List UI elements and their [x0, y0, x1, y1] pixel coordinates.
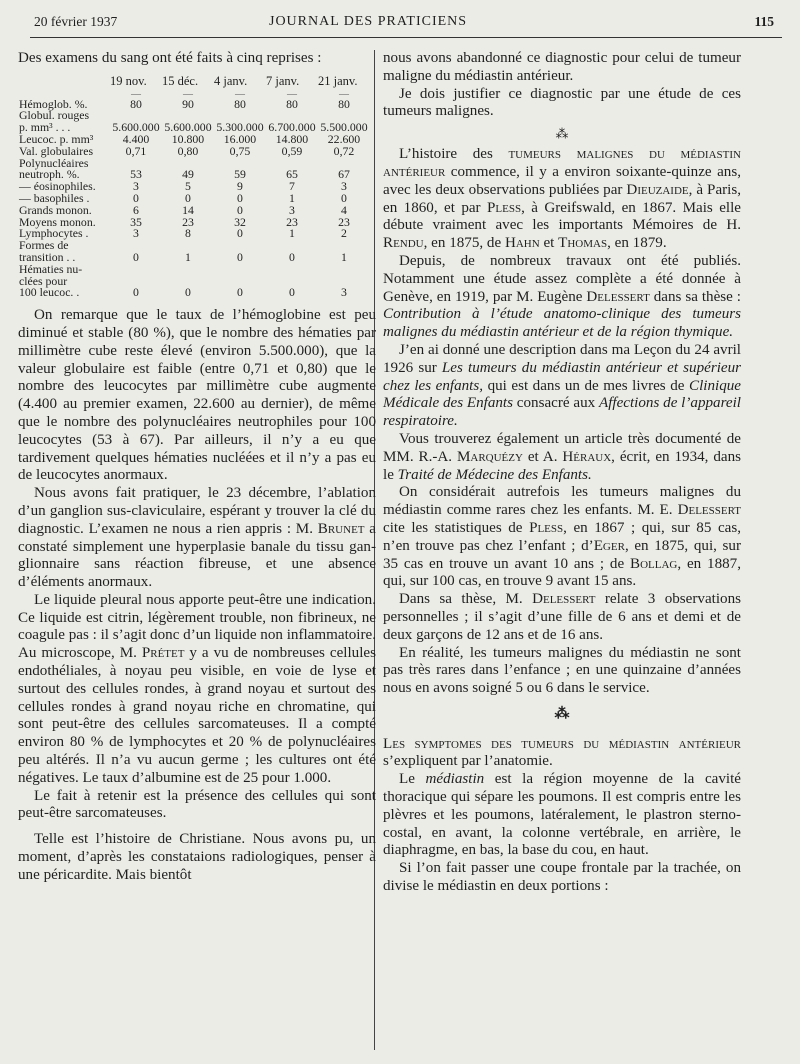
blood-row-label: Moyens monon. [19, 214, 96, 229]
section-stars: ⁂ [555, 126, 569, 142]
blood-row-label: Val. globulaires [19, 143, 94, 158]
blood-row-label: Globul. rouges [19, 108, 90, 123]
blood-value: 80 [234, 96, 246, 111]
blood-value: 0 [133, 285, 139, 300]
blood-value: 0 [185, 190, 191, 205]
blood-intro: Des examens du sang ont été faits à cinq reprises : [18, 50, 322, 66]
paragraph-pleural: Le liquide pleural nous apporte peut-être une indication. Ce liquide est citrin, légèrement trouble, non fibrineux, ne coagule pas : il s’agit donc d’un liquide non inflammatoire. Au microscope, M. Prétet y a vu de nombreuses cellules endothéliales, à noyau peu visible, en voie de lyse et surtout des cellules rondes, à grand noyau et surtout des cellules rondes à grand noyau riche en chromatine, qui sont peut-être des cellules sarcomateuses. Il a compté environ 80 % de lymphocytes et 20 % de polynucléaires peu altérés. Il n’a vu aucun germe ; les cultures ont été négatives. Le taux d’albumine est de 25 pour 1.000. [18, 591, 376, 786]
blood-value: 0 [133, 190, 139, 205]
blood-value: 0 [237, 190, 243, 205]
blood-date-header: 4 janv. [214, 73, 248, 88]
blood-value: 32 [234, 214, 246, 229]
blood-row-label: Grands monon. [19, 202, 92, 217]
running-header [34, 12, 774, 34]
blood-row-label: clées pour [19, 273, 68, 288]
blood-value: 1 [341, 249, 347, 264]
blood-value: 10.800 [171, 131, 205, 146]
blood-row [18, 228, 370, 240]
blood-value: 0,75 [229, 143, 251, 158]
paragraph-ganglion: Nous avons fait pratiquer, le 23 décembre, l’ablation d’un ganglion sus-claviculaire, espérant y trouver la clé du diagnostic. L’examen ne nous a rien appris : M. Brunet a constaté simplement une hyperplasie banale du tissu ganglionnaire sans réaction fibreuse, et une absence d’éléments anormaux. [18, 485, 376, 591]
blood-value: 0 [237, 202, 243, 217]
blood-value: 6.700.000 [268, 120, 316, 135]
blood-value: 14 [182, 202, 194, 217]
paragraph-article: Vous trouverez également un article très documenté de MM. R.-A. Marquézy et A. Héraux, écrit, en 1934, dans le Traité de Médecine des Enfants. [383, 430, 741, 483]
blood-row-label: Polynucléaires [19, 155, 89, 170]
paragraph-justify: Je dois justifier ce diagnostic par une étude de ces tumeurs malignes. [383, 85, 741, 120]
blood-row-label: Hémoglob. %. [19, 96, 88, 111]
blood-row [18, 287, 370, 299]
blood-value [110, 264, 162, 276]
blood-value: 3 [133, 179, 139, 194]
blood-value [318, 264, 370, 276]
paragraph-history: L’histoire des tumeurs malignes du médiastin antérieur commence, il y a environ soixante-quinze ans, avec les deux observations publiées par Dieuzaide, à Paris, en 1860, et par Pless, à Greifswald, en 1867. Mais elle débute vraiment avec les importants Mémoires de H. Rendu, en 1875, de Hahn et Thomas, en 1879. [383, 146, 742, 252]
blood-value: 0,80 [177, 143, 199, 158]
paragraph-hemoglobin: On remarque que le taux de l’hémoglobine est peu diminué et stable (80 %), que le nombre des hématies par millimètre cube reste élevé (environ 5.500.000), que la valeur globulaire est faible (entre 0,71 et 0,80) que le nombre des leucocytes par millimètre cube augmente (4.400 au premier examen, 22.600 au dernier), de même que le nombre des polynucléaires neutrophiles pour 100 leucocytes (53 à 67). Par ailleurs, il n’y a eu que tardivement quelques hématies nucléées et il n’y a pas eu de leucocytes anormaux. [18, 307, 376, 484]
paragraph-retain: Le fait à retenir est la présence des cellules qui sont peut-être sarcomateuses. [18, 787, 376, 822]
blood-value: 0 [133, 249, 139, 264]
blood-date-header: 19 nov. [110, 73, 147, 88]
blood-value: 3 [133, 226, 139, 241]
blood-value: 1 [289, 190, 295, 205]
paragraph-thesis: Dans sa thèse, M. Delessert relate 3 observations personnelles ; il s’agit d’une fille de 6 ans et demi et de deux garçons de 12 ans et de 16 ans. [383, 591, 741, 643]
blood-value: 8 [185, 226, 191, 241]
paragraph-works: Depuis, de nombreux travaux ont été publiés. Notamment une étude assez complète a été donnée à Genève, en 1919, par M. Eugène Delessert dans sa thèse : Contribution à l’étude anatomo-clinique des tumeurs malignes du médiastin antérieur et de la région thymique. [383, 252, 741, 341]
blood-value: 1 [185, 249, 191, 264]
blood-row-label: Leucoc. p. mm³ [19, 131, 94, 146]
blood-row [18, 264, 370, 276]
paragraph-symptoms: Les symptomes des tumeurs du médiastin antérieur s’expliquent par l’anatomie. [383, 735, 741, 770]
right-column [383, 50, 741, 896]
blood-row-label: — éosinophiles. [19, 179, 96, 194]
blood-value: 0 [289, 285, 295, 300]
blood-value: 49 [182, 167, 194, 182]
paragraph-statistics: On considérait autrefois les tumeurs malignes du médiastin comme rares chez les enfants. M. E. Delessert cite les statistiques de Pless, en 1867 ; qui, sur 85 cas, n’en trouve pas chez l’enfant ; d’Eger, en 1875, qui, sur 35 cas en trouve un avant 10 ans ; de Bollag, en 1887, qui, sur 100 cas, en trouve 9 avant 15 ans. [383, 484, 742, 590]
blood-value: 53 [130, 167, 142, 182]
header-rule [30, 37, 782, 38]
blood-dash: — [339, 88, 349, 100]
blood-value: 0,71 [125, 143, 147, 158]
blood-value: 1 [289, 226, 295, 241]
author-name: Brunet [317, 520, 365, 537]
blood-dash: — [235, 88, 245, 100]
blood-value: 0 [237, 285, 243, 300]
left-column [18, 50, 376, 885]
blood-row-label: — basophiles . [19, 190, 90, 205]
blood-value: 7 [289, 179, 295, 194]
blood-value [214, 264, 266, 276]
blood-value: 23 [286, 214, 298, 229]
blood-row-label: p. mm³ . . . [19, 120, 71, 135]
blood-value: 9 [237, 179, 243, 194]
blood-row-label: Lymphocytes . [19, 226, 89, 241]
blood-value: 90 [182, 96, 194, 111]
paragraph-mediastin: Le médiastin est la région moyenne de la cavité thoracique qui sépare les poumons. Il est compris entre les plèvres et les poumons, latéralement, le plastron sterno-costal, en avant, la colonne vertébrale, en arrière, le diaphragme, en bas, la base du cou, en haut. [383, 771, 741, 859]
blood-row-label: transition . . [19, 249, 76, 264]
paragraph-christiane: Telle est l’histoire de Christiane. Nous avons pu, un moment, d’après les constataions radiologiques, penser à une péricardite. Mais bientôt [18, 831, 376, 883]
blood-table-dates [18, 76, 370, 90]
blood-value: 0 [185, 285, 191, 300]
blood-dash: — [183, 88, 193, 100]
paragraph-coupe: Si l’on fait passer une coupe frontale par la trachée, on divise le médiastin en deux portions : [383, 860, 741, 895]
blood-value: 5.600.000 [112, 120, 160, 135]
section-separator: ⁂ [554, 705, 570, 722]
blood-value: 0 [237, 249, 243, 264]
blood-value: 65 [286, 167, 298, 182]
blood-value: 4.400 [122, 131, 150, 146]
blood-value: 0 [289, 249, 295, 264]
blood-row-label: Formes de [19, 238, 69, 253]
blood-value: 80 [338, 96, 350, 111]
blood-value [162, 264, 214, 276]
blood-value: 5 [185, 179, 191, 194]
blood-value: 16.000 [223, 131, 257, 146]
blood-value: 3 [289, 202, 295, 217]
blood-value: 6 [133, 202, 139, 217]
blood-value: 5.600.000 [164, 120, 212, 135]
blood-value: 67 [338, 167, 350, 182]
blood-value [266, 264, 318, 276]
blood-value: 0,59 [281, 143, 303, 158]
blood-value: 0 [341, 190, 347, 205]
blood-value: 35 [130, 214, 142, 229]
blood-dash: — [287, 88, 297, 100]
blood-date-header: 21 janv. [318, 73, 358, 88]
blood-date-header: 15 déc. [162, 73, 199, 88]
blood-value: 4 [341, 202, 347, 217]
blood-value: 59 [234, 167, 246, 182]
blood-row-label: Hématies nu- [19, 261, 83, 276]
blood-value: 22.600 [327, 131, 361, 146]
blood-table [18, 73, 370, 300]
blood-row-label: neutroph. %. [19, 167, 80, 182]
header-journal-title: JOURNAL DES PRATICIENS [269, 14, 468, 29]
paragraph-abandoned: nous avons abandonné ce diagnostic pour celui de tumeur maligne du médiastin antérieur. [383, 50, 741, 84]
paragraph-reality: En réalité, les tumeurs malignes du médiastin ne sont pas très rares dans l’enfance ; en une quinzaine d’années nous en avons soigné 5 ou 6 dans le service. [383, 644, 741, 697]
author-name: Prétet [141, 645, 185, 662]
blood-value: 23 [338, 214, 350, 229]
blood-value: 3 [341, 285, 347, 300]
paragraph-lecon: J’en ai donné une description dans ma Leçon du 24 avril 1926 sur Les tumeurs du médiastin antérieur et supérieur chez les enfants, qui est dans un de mes livres de Clinique Médicale des Enfants consacré aux Affections de l’appareil respiratoire. [383, 341, 742, 430]
header-page-number: 115 [754, 14, 774, 29]
blood-value: 23 [182, 214, 194, 229]
header-date: 20 février 1937 [34, 14, 118, 29]
blood-value: 2 [341, 226, 347, 241]
blood-value: 3 [341, 179, 347, 194]
blood-date-header: 7 janv. [266, 73, 300, 88]
blood-value: 80 [130, 96, 142, 111]
blood-value: 0,72 [333, 143, 355, 158]
blood-value: 5.300.000 [216, 120, 264, 135]
blood-value: 14.800 [275, 131, 309, 146]
blood-dash: — [131, 88, 141, 100]
blood-row-label: 100 leucoc. . [19, 285, 80, 300]
blood-value: 0 [237, 226, 243, 241]
blood-value: 80 [286, 96, 298, 111]
blood-value: 5.500.000 [320, 120, 368, 135]
